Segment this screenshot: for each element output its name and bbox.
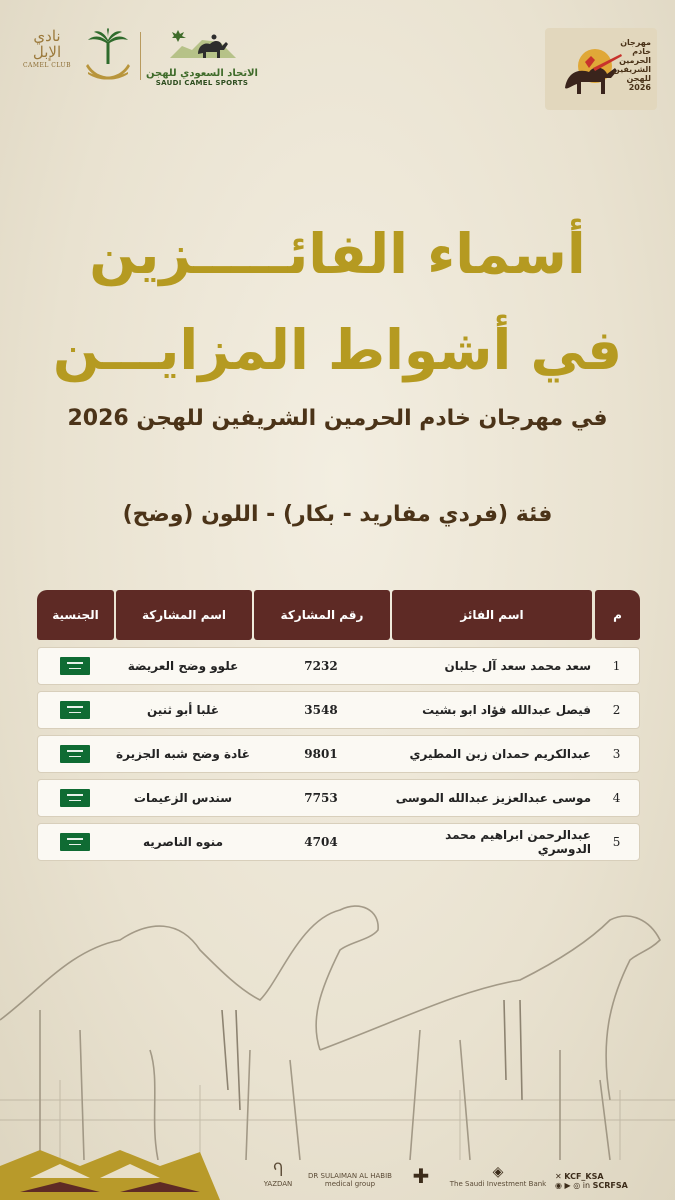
entry-name: منوه الناصريه — [143, 835, 223, 849]
entry-name: غلبا أبو ثنين — [146, 703, 220, 717]
nationality — [36, 824, 113, 860]
yazdan-label: YAZDAN — [263, 1180, 293, 1188]
winner-name: عبدالرحمن ابراهيم محمد الدوسري — [445, 828, 591, 856]
camel-club-arabic: نادي الإبل — [32, 27, 62, 61]
habib-sub: medical group — [324, 1180, 376, 1188]
category-label: فئة (فردي مفاريد - بكار) - اللون (وضح) — [122, 502, 553, 527]
camel-sketch-illustration — [0, 880, 675, 1160]
entry-name: علوو وضح العريضة — [127, 659, 239, 673]
sib-diamond-icon: ◈ — [492, 1164, 504, 1180]
social-links — [555, 1172, 665, 1190]
entry-name: غادة وضح شبه الجزيرة — [116, 747, 250, 761]
sib-logo — [438, 1164, 558, 1188]
festival-badge-text: مهرجان خادم الحرمين الشريفين للهجن 2026 — [612, 38, 651, 92]
table-row — [37, 779, 640, 817]
table-row — [37, 735, 640, 773]
entry-name: سندس الزعيمات — [133, 791, 233, 805]
social-x-handle: KCF_KSA — [564, 1172, 604, 1181]
table-row — [37, 691, 640, 729]
entry-number: 3548 — [304, 703, 338, 717]
nationality — [36, 692, 113, 728]
row-index: 1 — [612, 659, 621, 673]
header-index: م — [595, 590, 640, 640]
sib-label: The Saudi Investment Bank — [449, 1180, 547, 1188]
row-index: 3 — [612, 747, 621, 761]
social-icons: ◉ ▶ ◎ in — [555, 1181, 593, 1190]
camel-rider-icon — [162, 28, 242, 62]
social-handle: SCRFSA — [592, 1181, 628, 1190]
entry-number: 7232 — [304, 659, 338, 673]
row-index: 5 — [612, 835, 621, 849]
subtitle: في مهرجان خادم الحرمين الشريفين للهجن 2026 — [67, 406, 608, 431]
saudi-flag-icon — [60, 745, 90, 763]
habib-label: DR SULAIMAN AL HABIB — [308, 1172, 392, 1180]
palm-swords-emblem-icon — [82, 28, 134, 90]
winner-name: عبدالكريم حمدان زبن المطيري — [409, 747, 591, 761]
entry-number: 7753 — [304, 791, 338, 805]
header-winner-name: اسم الفائز — [392, 590, 592, 640]
footer-ornament — [0, 1142, 675, 1200]
winner-name: موسى عبدالعزيز عبدالله الموسى — [395, 791, 591, 805]
nationality — [36, 780, 113, 816]
nationality — [36, 736, 113, 772]
table-row — [37, 647, 640, 685]
main-title-line2: في أشواط المزايـــن — [52, 318, 623, 382]
camel-club-logo — [18, 28, 76, 69]
federation-arabic: الاتحاد السعودي للهجن — [146, 68, 258, 79]
saudi-camel-sports-logo — [146, 28, 258, 87]
saudi-flag-icon — [60, 833, 90, 851]
x-icon: ✕ — [555, 1172, 565, 1181]
header-nationality: الجنسية — [37, 590, 114, 640]
header-entry-number: رقم المشاركة — [254, 590, 390, 640]
entry-number: 9801 — [304, 747, 338, 761]
entry-number: 4704 — [304, 835, 338, 849]
table-row — [37, 823, 640, 861]
row-index: 2 — [612, 703, 621, 717]
header-entry-name: اسم المشاركة — [116, 590, 252, 640]
saudi-flag-icon — [60, 701, 90, 719]
saudi-flag-icon — [60, 789, 90, 807]
nationality — [36, 648, 113, 684]
winners-table-header — [37, 590, 640, 640]
winner-name: فيصل عبدالله فؤاد ابو بشيت — [422, 703, 591, 717]
habib-cross-icon: ✚ — [412, 1164, 430, 1188]
festival-badge — [545, 28, 657, 110]
saudi-flag-icon — [60, 657, 90, 675]
row-index: 4 — [612, 791, 621, 805]
header-divider — [140, 32, 141, 80]
main-title-line1: أسماء الفائـــــزين — [89, 222, 586, 286]
camel-club-english: CAMEL CLUB — [22, 62, 72, 69]
winners-table-body — [37, 647, 640, 867]
federation-english: SAUDI CAMEL SPORTS — [155, 79, 249, 87]
habib-logo — [300, 1172, 400, 1188]
yazdan-logo: Ⴄ YAZDAN — [258, 1161, 298, 1188]
winner-name: سعد محمد سعد آل جلبان — [444, 659, 591, 673]
